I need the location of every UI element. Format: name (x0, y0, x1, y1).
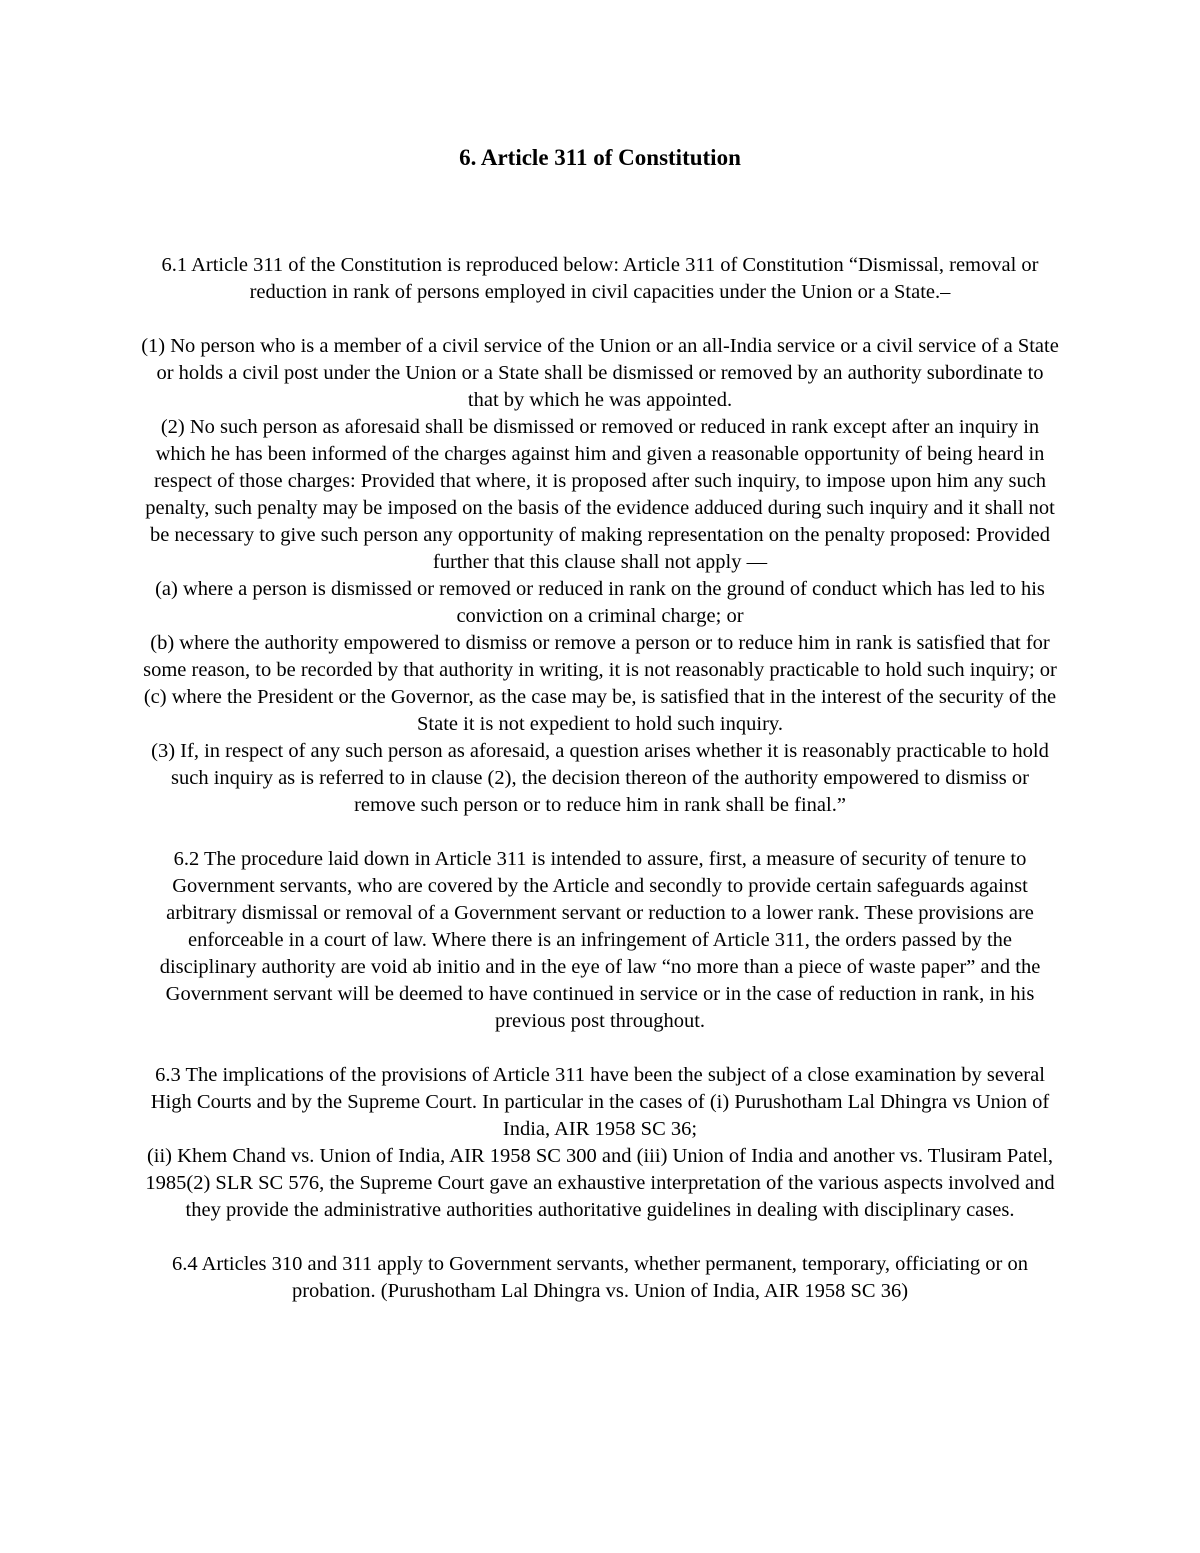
paragraph-6-3-part-2: (ii) Khem Chand vs. Union of India, AIR 1958 SC 300 and (iii) Union of India and another vs. Tlusiram Patel, 1985(2) SLR SC 576, the Supreme Court gave an exhaustive interpretation of the various aspects involved and they provide the administrative authorities authoritative guidelines in dealing with disciplinary cases. (145, 1145, 1055, 1221)
paragraph-6-4: 6.4 Articles 310 and 311 apply to Government servants, whether permanent, temporary, officiating or on probation. (Purushotham Lal Dhingra vs. Union of India, AIR 1958 SC 36) (171, 1253, 1029, 1302)
clause-3: (3) If, in respect of any such person as aforesaid, a question arises whether it is reasonably practicable to hold such inquiry as is referred to in clause (2), the decision thereon of the authority empowered to dismiss or remove such person or to reduce him in rank shall be final.” (151, 740, 1049, 816)
document-body (140, 252, 1060, 1305)
paragraph-6-1-intro: 6.1 Article 311 of the Constitution is reproduced below: Article 311 of Constitution “Dismissal, removal or reduction in rank of persons employed in civil capacities under the Union or a State.– (161, 254, 1039, 303)
clause-1: (1) No person who is a member of a civil service of the Union or an all-India service or a civil service of a State or holds a civil post under the Union or a State shall be dismissed or removed by an authority subordinate to that by which he was appointed. (141, 335, 1059, 411)
paragraph-spacer (140, 1224, 1060, 1251)
clause-2: (2) No such person as aforesaid shall be dismissed or removed or reduced in rank except after an inquiry in which he has been informed of the charges against him and given a reasonable opportunity of being heard in respect of those charges: Provided that where, it is proposed after such inquiry, to impose upon him any such penalty, such penalty may be imposed on the basis of the evidence adduced during such inquiry and it shall not be necessary to give such person any opportunity of making representation on the penalty proposed: Provided further that this clause shall not apply — (145, 416, 1055, 573)
paragraph-6-2: 6.2 The procedure laid down in Article 311 is intended to assure, first, a measure of security of tenure to Government servants, who are covered by the Article and secondly to provide certain safeguards against arbitrary dismissal or removal of a Government servant or reduction to a lower rank. These provisions are enforceable in a court of law. Where there is an infringement of Article 311, the orders passed by the disciplinary authority are void ab initio and in the eye of law “no more than a piece of waste paper” and the Government servant will be deemed to have continued in service or in the case of reduction in rank, in his previous post throughout. (159, 848, 1041, 1032)
clause-2a: (a) where a person is dismissed or removed or reduced in rank on the ground of conduct which has led to his conviction on a criminal charge; or (155, 578, 1045, 627)
paragraph-spacer (140, 1035, 1060, 1062)
paragraph-6-3-part-1: 6.3 The implications of the provisions of Article 311 have been the subject of a close examination by several High Courts and by the Supreme Court. In particular in the cases of (i) Purushotham Lal Dhingra vs Union of India, AIR 1958 SC 36; (150, 1064, 1050, 1140)
page-title: 6. Article 311 of Constitution (459, 145, 741, 170)
paragraph-spacer (140, 819, 1060, 846)
clause-2c: (c) where the President or the Governor, as the case may be, is satisfied that in the interest of the security of the State it is not expedient to hold such inquiry. (143, 686, 1057, 735)
paragraph-spacer (140, 306, 1060, 333)
clause-2b: (b) where the authority empowered to dismiss or remove a person or to reduce him in rank is satisfied that for some reason, to be recorded by that authority in writing, it is not reasonably practicable to hold such inquiry; or (143, 632, 1057, 681)
